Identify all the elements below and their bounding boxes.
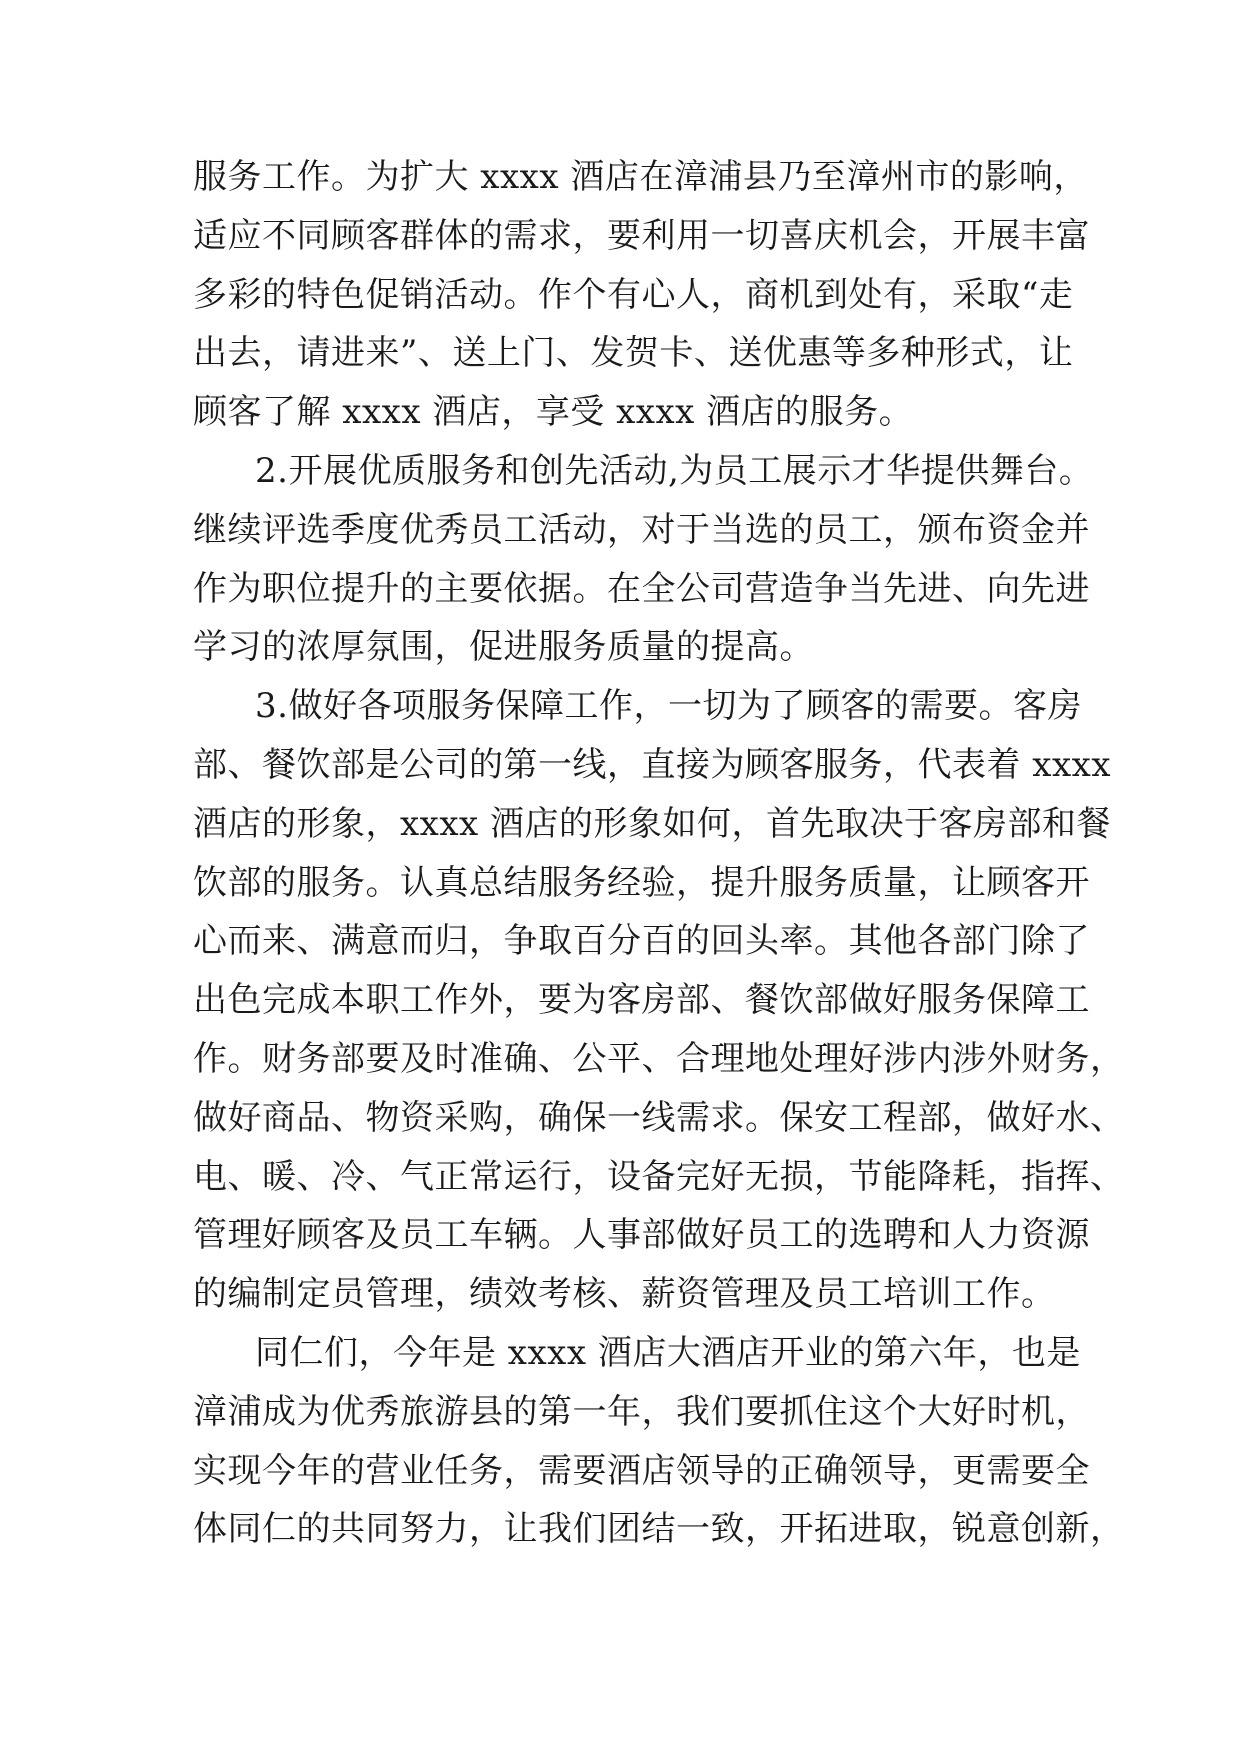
text-line: 顾客了解 xxxx 酒店，享受 xxxx 酒店的服务。 [193, 392, 914, 433]
text-line: 学习的浓厚氛围，促进服务质量的提高。 [193, 627, 814, 668]
body-text [193, 148, 1125, 1559]
text-line: 出色完成本职工作外，要为客房部、餐饮部做好服务保障工 [193, 980, 1090, 1021]
text-line: 同仁们，今年是 xxxx 酒店大酒店开业的第六年，也是 [255, 1332, 1081, 1373]
text-line: 漳浦成为优秀旅游县的第一年，我们要抓住这个大好时机， [193, 1391, 1090, 1432]
text-line: 体同仁的共同努力，让我们团结一致，开拓进取，锐意创新， [193, 1509, 1125, 1550]
text-line: 酒店的形象，xxxx 酒店的形象如何，首先取决于客房部和餐 [193, 803, 1112, 844]
text-line: 2.开展优质服务和创先活动,为员工展示才华提供舞台。 [255, 450, 1094, 491]
text-line: 电、暖、冷、气正常运行，设备完好无损，节能降耗，指挥、 [193, 1156, 1125, 1197]
text-line: 作。财务部要及时准确、公平、合理地处理好涉内涉外财务， [193, 1038, 1125, 1079]
text-line: 作为职位提升的主要依据。在全公司营造争当先进、向先进 [193, 568, 1090, 609]
text-line: 3.做好各项服务保障工作，一切为了顾客的需要。客房 [255, 686, 1082, 727]
text-line: 实现今年的营业任务，需要酒店领导的正确领导，更需要全 [193, 1450, 1090, 1491]
text-line: 继续评选季度优秀员工活动，对于当选的员工，颁布资金并 [193, 509, 1090, 550]
text-line: 管理好顾客及员工车辆。人事部做好员工的选聘和人力资源 [193, 1215, 1090, 1256]
text-line: 饮部的服务。认真总结服务经验，提升服务质量，让顾客开 [193, 862, 1090, 903]
text-line: 服务工作。为扩大 xxxx 酒店在漳浦县乃至漳州市的影响， [193, 157, 1088, 197]
text-line: 多彩的特色促销活动。作个有心人，商机到处有，采取“走 [193, 274, 1074, 315]
text-line: 部、餐饮部是公司的第一线，直接为顾客服务，代表着 xxxx [193, 744, 1112, 785]
text-line: 的编制定员管理，绩效考核、薪资管理及员工培训工作。 [193, 1274, 1056, 1315]
text-line: 做好商品、物资采购，确保一线需求。保安工程部，做好水、 [193, 1097, 1125, 1138]
text-line: 出去，请进来”、送上门、发贺卡、送优惠等多种形式，让 [193, 333, 1074, 374]
text-line: 心而来、满意而归，争取百分百的回头率。其他各部门除了 [193, 921, 1090, 962]
text-line: 适应不同顾客群体的需求，要利用一切喜庆机会，开展丰富 [193, 215, 1090, 256]
